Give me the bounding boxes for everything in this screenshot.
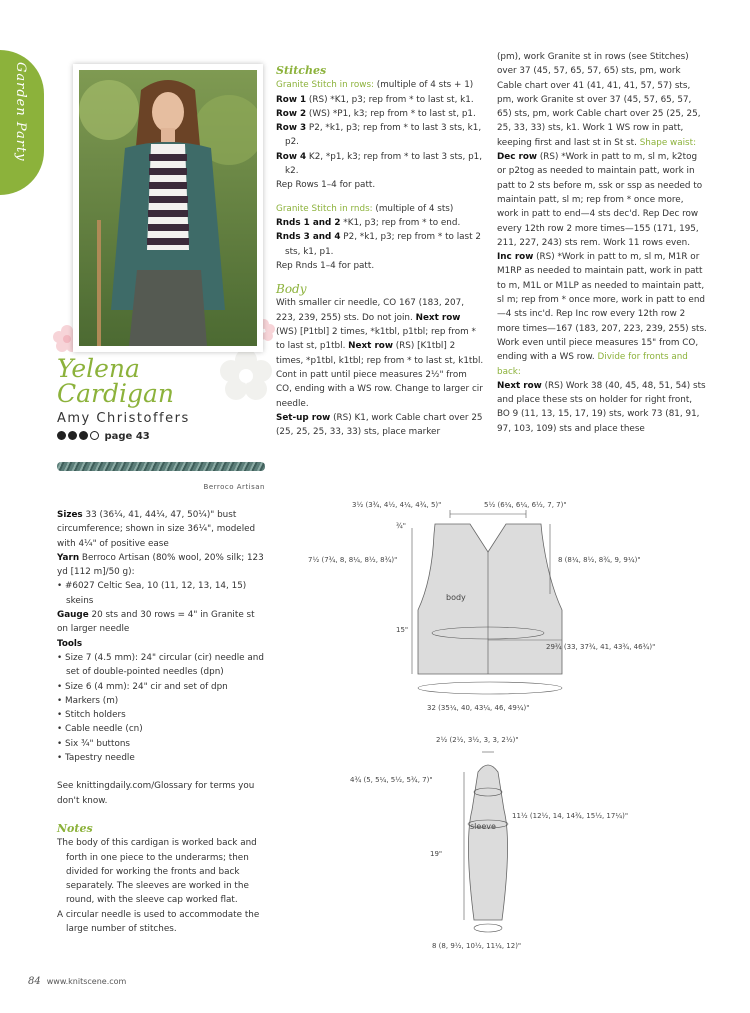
- body-bold-term: Next row: [497, 380, 542, 391]
- row-instruction: (WS) *P1, k3; rep from * to last st, p1.: [306, 108, 476, 119]
- body-paragraph: With smaller cir needle, CO 167 (183, 207, 223, 239, 255) sts. Do not join.: [276, 298, 465, 323]
- granite-rows-label: Granite Stitch in rows:: [276, 80, 374, 91]
- page-reference: page 43: [104, 431, 150, 442]
- model-photo: [73, 64, 263, 352]
- body-text: [276, 296, 484, 410]
- note-item: A circular needle is used to accommodate the large number of stitches.: [57, 909, 260, 935]
- page-number: 84: [28, 976, 41, 987]
- rnd-label: Rnds 3 and 4: [276, 232, 341, 243]
- spec-label: Gauge: [57, 610, 89, 621]
- spec-label: Tools: [57, 638, 83, 649]
- yarn-swatch-label: Berroco Artisan: [203, 483, 265, 491]
- body-bold-term: Next row: [415, 312, 461, 323]
- spec-value: Berroco Artisan (80% wool, 20% silk; 123 yd [112 m]/50 g):: [57, 552, 264, 578]
- granite-rows-multiple: (multiple of 4 sts + 1): [374, 80, 474, 91]
- body-paragraph: (RS) K1, work Cable chart over 25 (25, 25, 25, 33, 33) sts, place marker: [276, 412, 483, 438]
- row-instruction: K2, *p1, k3; rep from * to last 3 sts, p1, k2.: [285, 151, 483, 177]
- page-footer: [28, 976, 126, 987]
- tool-item: • Markers (m): [57, 695, 119, 706]
- body-heading: Body: [276, 282, 307, 297]
- row-instruction: (RS) *K1, p3; rep from * to last st, k1.: [306, 94, 474, 105]
- pattern-title-line1: Yelena: [57, 354, 140, 383]
- sleeve-top-label: 2½ (2½, 3½, 3, 3, 2½)": [436, 736, 519, 744]
- tool-item: • Size 7 (4.5 mm): 24" circular (cir) needle and set of double-pointed needles (dpn): [57, 652, 264, 678]
- footer-url: www.knitscene.com: [46, 977, 127, 986]
- row-label: Row 2: [276, 108, 307, 119]
- body-continued-text: [497, 50, 707, 436]
- stitches-column: [276, 64, 484, 439]
- rnd-instruction: *K1, p3; rep from * to end.: [340, 217, 461, 228]
- tool-item: • Stitch holders: [57, 710, 126, 721]
- spec-label: Sizes: [57, 510, 83, 520]
- body-label: body: [446, 593, 466, 602]
- waist-label: 29¾ (33, 37¾, 41, 43¾, 46¾)": [546, 643, 656, 651]
- cuff-label: 8 (8, 9½, 10½, 11¼, 12)": [432, 942, 522, 950]
- cap-height-label: 4¾ (5, 5¼, 5½, 5¾, 7)": [350, 776, 433, 784]
- neck-width-label: 3½ (3¾, 4½, 4¼, 4¾, 5)": [352, 501, 442, 509]
- row-label: Row 3: [276, 123, 307, 134]
- notes-heading: Notes: [57, 821, 93, 835]
- row-label: Row 1: [276, 94, 307, 105]
- glossary-note: See knittingdaily.com/Glossary for terms you don't know.: [57, 781, 255, 806]
- note-item: The body of this cardigan is worked back and forth in one piece to the underarms; then divided for working the fronts and back separately. The sleeves are worked in the round, with the sleeve cap worked flat.: [57, 838, 257, 906]
- shoulder-drop-label: ¾": [396, 522, 407, 530]
- specs-column: [57, 508, 267, 936]
- body-paragraph: (RS) *Work in patt to m, sl m, M1R or M1RP as needed to maintain patt, work in patt to m, M1L or M1LP as needed to maintain patt, sl m; rep from * once more, work in patt to end—4 sts inc'd. Rep Inc row every 12th row 2 more times—167 (183, 207, 223, 239, 255) sts. Work even until piece measures 15" from CO, ending with a WS row.: [497, 252, 707, 363]
- body-paragraph: (pm), work Granite st in rows (see Stitches) over 37 (45, 57, 65, 57, 65) sts, pm, work Cable chart over 41 (41, 41, 41, 57, 57) sts, pm, work Granite st over 37 (45, 57, 65, 57, 65) sts, pm, work Cable chart over 25 (25, 25, 25, 33, 33) sts, k1. Work 1 WS row in patt, keeping first and last st in St st.: [497, 52, 701, 148]
- difficulty-dot-filled: [57, 431, 66, 440]
- hem-label: 32 (35¼, 40, 43¼, 46, 49¼)": [427, 704, 530, 712]
- difficulty-dot-filled: [68, 431, 77, 440]
- row-label: Row 4: [276, 151, 307, 162]
- body-bold-term: Set-up row: [276, 412, 331, 423]
- body-paragraph: (RS) Work 38 (40, 45, 48, 51, 54) sts and place these sts on holder for right front, BO 9 (11, 13, 15, 17, 19) sts, work 73 (81, 91, 97, 103, 109) sts and place these: [497, 380, 706, 434]
- tool-item: • Six ¾" buttons: [57, 738, 130, 749]
- yarn-swatch: [57, 462, 265, 471]
- stitches-heading: Stitches: [276, 64, 327, 77]
- spec-value: 20 sts and 30 rows = 4" in Granite st on larger needle: [57, 610, 255, 635]
- difficulty-rating: [57, 431, 150, 442]
- sleeve-label: sleeve: [470, 822, 496, 831]
- yarn-color: • #6027 Celtic Sea, 10 (11, 12, 13, 14, 15) skeins: [57, 581, 247, 606]
- pattern-title: [57, 356, 277, 406]
- shoulder-width-label: 5½ (6¼, 6¼, 6½, 7, 7)": [484, 501, 567, 509]
- row-instruction: P2, *k1, p3; rep from * to last 3 sts, k1, p2.: [285, 123, 482, 148]
- body-paragraph: (WS) [P1tbl] 2 times, *k1tbl, p1tbl; rep from * to last st, p1tbl.: [276, 327, 476, 352]
- repeat-rnds: Rep Rnds 1–4 for patt.: [276, 260, 375, 271]
- difficulty-dot-empty: [90, 431, 99, 440]
- divide-heading: Divide for fronts and back:: [497, 352, 688, 377]
- spec-value: 33 (36¼, 41, 44¼, 47, 50¼)" bust circumference; shown in size 36¼", modeled with 4¼" of positive ease: [57, 510, 256, 549]
- pattern-title-line2: Cardigan: [57, 379, 174, 408]
- tool-item: • Size 6 (4 mm): 24" cir and set of dpn: [57, 681, 228, 692]
- tool-item: • Tapestry needle: [57, 753, 135, 764]
- sleeve-length-label: 19": [430, 850, 443, 858]
- body-shape: [418, 524, 562, 674]
- body-paragraph: (RS) *Work in patt to m, sl m, k2tog or p2tog as needed to maintain patt, work in patt to 2 sts before m, ssk or ssp as needed to maintain patt, sl m; rep from * once more, work in patt to end—4 sts dec'd. Rep Dec row every 12th row 2 more times—155 (171, 195, 211, 227, 243) sts rem. Work 11 rows even.: [497, 152, 703, 248]
- rnd-label: Rnds 1 and 2: [276, 217, 341, 228]
- body-paragraph: (RS) [K1tbl] 2 times, *p1tbl, k1tbl; rep from * to last st, k1tbl. Cont in patt until piece measures 2½" from CO, ending with a WS row. Change to larger cir needle.: [276, 341, 484, 409]
- tool-item: • Cable needle (cn): [57, 724, 143, 735]
- shape-waist-heading: Shape waist:: [639, 137, 697, 148]
- body-bold-term: Inc row: [497, 252, 534, 263]
- rnd-instruction: P2, *k1, p3; rep from * to last 2 sts, k1, p1.: [285, 232, 481, 257]
- armhole-depth-label: 7½ (7¾, 8, 8¼, 8½, 8¾)": [308, 556, 398, 564]
- spec-label: Yarn: [57, 552, 80, 563]
- difficulty-dot-filled: [79, 431, 88, 440]
- granite-rnds-label: Granite Stitch in rnds:: [276, 203, 373, 214]
- upper-arm-label: 11½ (12½, 14, 14¾, 15½, 17¼)": [512, 812, 629, 820]
- body-continued-column: [497, 50, 707, 436]
- schematic-diagram: [300, 490, 720, 960]
- repeat-rows: Rep Rows 1–4 for patt.: [276, 180, 376, 191]
- designer-name: Amy Christoffers: [57, 411, 190, 426]
- body-length-label: 15": [396, 626, 409, 634]
- body-bold-term: Next row: [348, 341, 393, 352]
- body-bold-term: Dec row: [497, 152, 538, 163]
- neck-depth-label: 8 (8¼, 8½, 8¾, 9, 9¼)": [558, 556, 641, 564]
- granite-rnds-multiple: (multiple of 4 sts): [372, 203, 454, 214]
- section-tab-label: Garden Party: [13, 62, 28, 162]
